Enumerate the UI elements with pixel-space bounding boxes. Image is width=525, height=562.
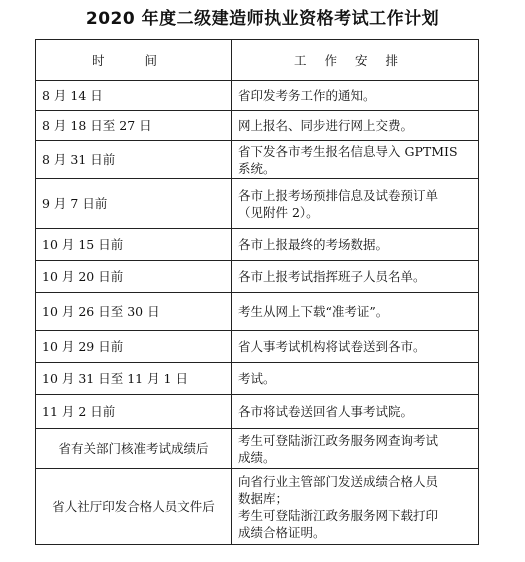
table-row xyxy=(36,141,479,179)
work-line: 考生可登陆浙江政务服务网下载打印 xyxy=(238,507,439,523)
work-cell xyxy=(232,229,479,261)
work-line: 数据库； xyxy=(238,490,289,506)
time-cell: 10 月 20 日前 xyxy=(36,261,232,293)
time-cell: 10 月 31 日至 11 月 1 日 xyxy=(36,363,232,395)
time-cell: 8 月 18 日至 27 日 xyxy=(36,111,232,141)
table-row xyxy=(36,469,479,545)
table-body xyxy=(36,81,479,545)
table-row xyxy=(36,229,479,261)
time-cell: 10 月 15 日前 xyxy=(36,229,232,261)
work-cell xyxy=(232,111,479,141)
time-cell: 10 月 26 日至 30 日 xyxy=(36,293,232,331)
work-cell xyxy=(232,429,479,469)
work-cell xyxy=(232,395,479,429)
work-line: 向省行业主管部门发送成绩合格人员 xyxy=(238,473,439,489)
time-cell: 11 月 2 日前 xyxy=(36,395,232,429)
work-line: 系统。 xyxy=(238,160,276,176)
work-cell xyxy=(232,331,479,363)
work-line: 省印发考务工作的通知。 xyxy=(238,88,376,103)
work-line: 考生可登陆浙江政务服务网查询考试 xyxy=(238,432,439,448)
time-cell: 省人社厅印发合格人员文件后 xyxy=(36,469,232,545)
time-cell: 8 月 14 日 xyxy=(36,81,232,111)
work-cell xyxy=(232,179,479,229)
table-row xyxy=(36,261,479,293)
table-row xyxy=(36,363,479,395)
table-row xyxy=(36,81,479,111)
table-row xyxy=(36,429,479,469)
time-cell: 省有关部门核准考试成绩后 xyxy=(36,429,232,469)
work-line: （见附件 2）。 xyxy=(238,204,319,220)
work-cell xyxy=(232,293,479,331)
work-line: 各市将试卷送回省人事考试院。 xyxy=(238,404,414,419)
work-line: 网上报名、同步进行网上交费。 xyxy=(238,118,414,133)
work-line: 各市上报最终的考场数据。 xyxy=(238,237,389,252)
work-line: 考试。 xyxy=(238,371,276,386)
work-cell xyxy=(232,469,479,545)
table-row xyxy=(36,395,479,429)
table-row xyxy=(36,293,479,331)
work-line: 省人事考试机构将试卷送到各市。 xyxy=(238,339,426,354)
work-cell xyxy=(232,363,479,395)
time-cell: 9 月 7 日前 xyxy=(36,179,232,229)
table-row xyxy=(36,111,479,141)
header-work: 工作安排 xyxy=(232,40,479,81)
table-header-row xyxy=(36,40,479,81)
work-line: 省下发各市考生报名信息导入 GPTMIS xyxy=(238,143,458,159)
work-line: 成绩。 xyxy=(238,449,276,465)
work-line: 各市上报考试指挥班子人员名单。 xyxy=(238,269,426,284)
time-cell: 8 月 31 日前 xyxy=(36,141,232,179)
table-row xyxy=(36,331,479,363)
work-line: 考生从网上下载“准考证”。 xyxy=(238,304,389,319)
time-cell: 10 月 29 日前 xyxy=(36,331,232,363)
work-cell xyxy=(232,261,479,293)
table-row xyxy=(36,179,479,229)
work-plan-table xyxy=(35,39,479,545)
header-time: 时 间 xyxy=(36,40,232,81)
work-cell xyxy=(232,81,479,111)
work-cell xyxy=(232,141,479,179)
document-title: 2020 年度二级建造师执业资格考试工作计划 xyxy=(85,9,440,29)
work-line: 各市上报考场预排信息及试卷预订单 xyxy=(238,187,439,203)
work-line: 成绩合格证明。 xyxy=(238,524,326,540)
